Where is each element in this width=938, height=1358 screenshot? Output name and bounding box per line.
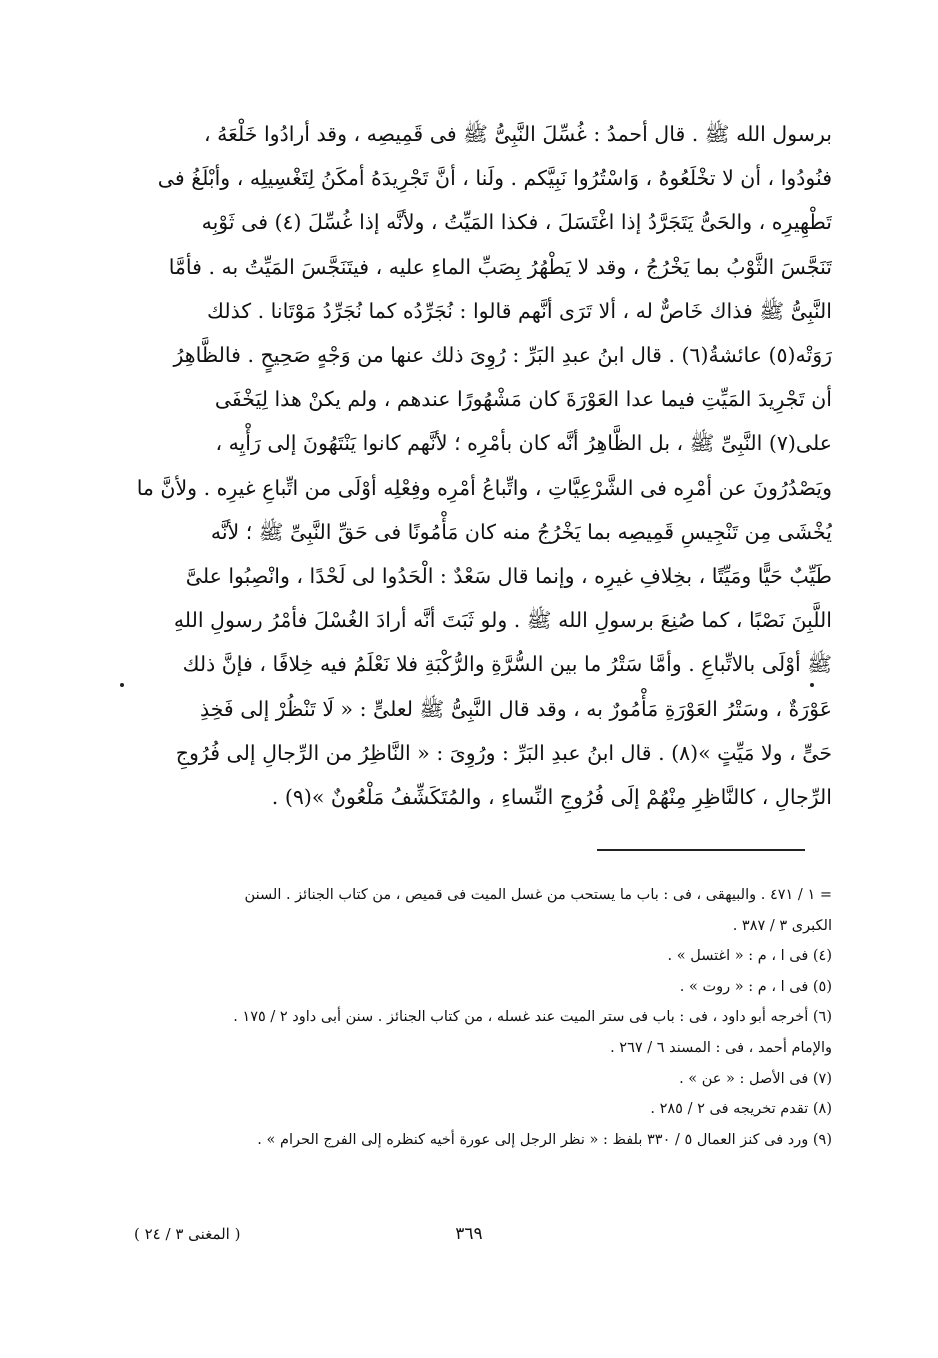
footnote-line: (٧) فى الأصل : « عن » .: [679, 1070, 832, 1087]
text-line: تَنَجَّسَ الثَّوْبُ بما يَخْرُجُ ، وقد لا يَطْهُرُ بِصَبِّ الماءِ عليه ، فيتَنَجَّسَ المَيِّتُ به . فأمَّا: [168, 254, 832, 279]
footnote-line: (٦) أخرجه أبو داود ، فى : باب فى ستر الميت عند غسله ، من كتاب الجنائز . سنن أبى داود ٢ / ١٧٥ .: [233, 1009, 832, 1026]
text-line: تَطْهِيرِه ، والحَىُّ يَتَجَرَّدُ إذا اغْتَسَلَ ، فكذا المَيِّتُ ، ولأنَّه إذا غُسِّلَ (٤) فى ثَوْبِه: [201, 210, 832, 235]
footnote-line: الكبرى ٣ / ٣٨٧ .: [732, 917, 832, 934]
text-line: فنُودُوا ، أن لا تخْلَعُوهُ ، وَاسْتُرُوا نَبِيَّكم . ولَنا ، أنَّ تَجْرِيدَهُ أمكَنُ لِتَغْسِيلِه ، وأبْلَغُ فى: [157, 166, 832, 191]
text-line: يُخْشَى مِن تَنْجِيسِ قَمِيصِه بما يَخْرُجُ منه كان مَأْمُونًا فى حَقِّ النَّبِىِّ ﷺ ؛ لأنَّه: [210, 519, 832, 544]
footnote-line: (٩) ورد فى كنز العمال ٥ / ٣٣٠ بلفظ : « نظر الرجل إلى عورة أخيه كنظره إلى الفرج الحرام » .: [257, 1131, 832, 1148]
text-line: أن تَجْرِيدَ المَيِّتِ فيما عدا العَوْرَةَ كان مَشْهُورًا عندهم ، ولم يكنْ هذا لِيَخْفَى: [214, 387, 832, 412]
text-line: الرِّجالِ ، كالنَّاظِرِ مِنْهُمْ إلَى فُرُوجِ النِّساءِ ، والمُتَكَشِّفُ مَلْعُونٌ »(٩) .: [271, 785, 832, 810]
footnotes: [132, 880, 832, 1155]
text-line: اللَّبِنَ نَصْبًا ، كما صُنِعَ برسولِ الله ﷺ . ولو ثَبَتَ أنَّه أرادَ الغُسْلَ فأمْرُ رسولِ اللهِ: [173, 608, 832, 633]
print-speck: [120, 683, 124, 687]
text-line: على(٧) النَّبِىِّ ﷺ ، بل الظَّاهِرُ أنَّه كان بأمْرِه ؛ لأنَّهم كانوا يَنْتَهُونَ إلى رَأْيِه ،: [215, 431, 832, 456]
footnote-line: والإمام أحمد ، فى : المسند ٦ / ٢٦٧ .: [610, 1039, 832, 1056]
text-line: حَىٍّ ، ولا مَيِّتٍ »(٨) . قال ابنُ عبدِ البَرِّ : ورُوِىَ : « النَّاظِرُ من الرِّجالِ إلى فُرُوجِ: [175, 740, 832, 765]
volume-signature: ( المغنى ٣ / ٢٤ ): [134, 1225, 241, 1243]
print-speck: [810, 683, 814, 687]
text-line: طَيِّبٌ حَيًّا ومَيِّتًا ، بخِلافِ غيرِه ، وإنما قال سَعْدٌ : الْحَدُوا لى لَحْدًا ، وانْصِبُوا علىَّ: [185, 564, 832, 589]
text-line: النَّبِىُّ ﷺ فذاك خَاصٌّ له ، ألا تَرَى أنَّهم قالوا : نُجَرِّدُه كما نُجَرِّدُ مَوْتَانا . كذلك: [207, 298, 832, 323]
text-line: عَوْرَةٌ ، وسَتْرُ العَوْرَةِ مَأْمُورٌ به ، وقد قال النَّبِىُّ ﷺ لعلىٍّ : « لَا تَنْظُرْ إلى فَخِذِ: [199, 696, 832, 721]
footnote-divider: [597, 849, 805, 851]
text-line: ﷺ أوْلَى بالاتِّباعِ . وأمَّا سَتْرُ ما بين السُّرَّةِ والرُّكْبَةِ فلا نَعْلَمُ فيه خِلافًا ، فإنَّ ذلك: [182, 652, 832, 677]
text-line: ويَصْدُرُونَ عن أمْرِه فى الشَّرْعِيَّاتِ ، واتِّباعُ أمْرِه وفِعْلِه أوْلَى من اتِّباعِ غيرِه . ولأنَّ ما: [136, 475, 832, 500]
footnote-line: (٨) تقدم تخريجه فى ٢ / ٢٨٥ .: [650, 1101, 832, 1118]
footnote-line: (٤) فى ا ، م : « اغتسل » .: [667, 948, 832, 965]
main-text: [132, 112, 832, 819]
text-line: رَوَتْه(٥) عائشةُ(٦) . قال ابنُ عبدِ البَرِّ : رُوِىَ ذلك عنها من وَجْهٍ صَحِيحٍ . فالظَّاهِرُ: [173, 343, 832, 368]
text-line: برسول الله ﷺ . قال أحمدُ : غُسِّلَ النَّبِىُّ ﷺ فى قَمِيصِه ، وقد أرادُوا خَلْعَهُ ،: [203, 122, 832, 146]
footnote-line: = ١ / ٤٧١ . والبيهقى ، فى : باب ما يستحب من غسل الميت فى قميص ، من كتاب الجنائز . السنن: [244, 887, 832, 903]
footnote-line: (٥) فى ا ، م : « روت » .: [679, 978, 832, 995]
page-number: ٣٦٩: [455, 1224, 483, 1244]
